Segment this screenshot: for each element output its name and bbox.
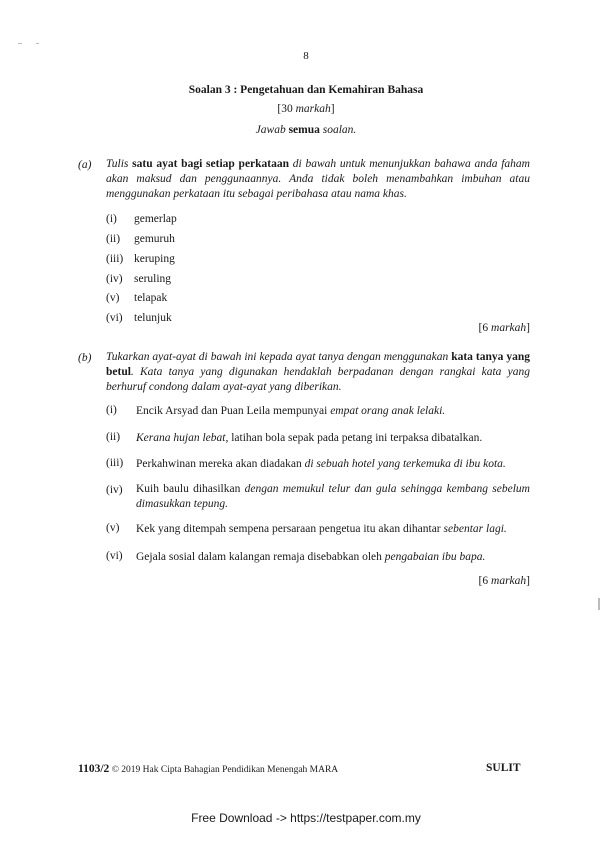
part-b-item-i-italic: empat orang anak lelaki.: [330, 405, 446, 417]
part-b-item-iv: [136, 482, 530, 512]
page-number: 8: [303, 50, 309, 62]
part-a-text-1: Tulis: [106, 158, 133, 170]
part-a-item-num: (iv): [106, 273, 123, 285]
section-marks-close: ]: [330, 103, 335, 115]
part-a-marks-open: [6: [478, 322, 492, 334]
part-b-item-ii: [136, 431, 530, 446]
part-b-item-v: [136, 522, 530, 537]
part-b-marks-close: ]: [526, 575, 530, 587]
instr-part-2: semua: [288, 124, 320, 136]
footer-copyright: [78, 763, 338, 775]
part-b-item-iii: [136, 457, 530, 472]
section-marks-open: [30: [277, 103, 296, 115]
section-title: Soalan 3 : Pengetahuan dan Kemahiran Bahasa: [188, 84, 424, 96]
scan-speck: [598, 598, 600, 610]
part-b-item-num: (iv): [106, 484, 123, 496]
section-instruction: [0, 124, 612, 136]
part-a-text-bold: satu ayat bagi setiap perkataan: [132, 158, 290, 170]
part-b-instruction: [106, 350, 530, 395]
part-a-item-num: (vi): [106, 312, 123, 324]
part-a-item-word: seruling: [134, 273, 172, 285]
section-marks: [0, 103, 612, 115]
part-b-item-num: (iii): [106, 457, 124, 469]
part-a-item-word: telunjuk: [134, 312, 172, 324]
part-a-item-word: telapak: [134, 292, 168, 304]
part-a-item-word: gemerlap: [134, 213, 177, 225]
footer-sulit: SULIT: [486, 762, 521, 774]
section-marks-word: markah: [295, 103, 331, 115]
part-b-item-ii-text: latihan bola sepak pada petang ini terpaksa dibatalkan.: [228, 432, 483, 444]
part-b-text-bold: kata tanya yang betul: [106, 351, 530, 378]
part-b-item-i: [136, 404, 530, 419]
scan-speck: [18, 43, 22, 44]
part-b-marks-open: [6: [478, 575, 492, 587]
part-b-item-vi-text: Gejala sosial dalam kalangan remaja disebabkan oleh: [136, 551, 385, 563]
part-b-item-iv-text: Kuih baulu dihasilkan: [136, 483, 245, 495]
part-a-item-num: (i): [106, 213, 117, 225]
part-b-item-num: (v): [106, 522, 120, 534]
part-a-marks-close: ]: [526, 322, 530, 334]
scan-speck: [36, 43, 39, 44]
part-b-item-iv-italic: dengan memukul telur dan gula sehingga kembang sebelum dimasukkan tepung.: [136, 483, 530, 510]
part-b-text-1: Tukarkan ayat-ayat di bawah ini kepada ayat tanya dengan menggunakan: [106, 351, 452, 363]
part-b-item-v-text: Kek yang ditempah sempena persaraan pengetua itu akan dihantar: [136, 523, 444, 535]
part-b-marks: [380, 575, 530, 587]
part-a-marks-word: markah: [491, 322, 527, 334]
part-b-item-num: (ii): [106, 431, 121, 443]
instr-part-1: Jawab: [255, 124, 289, 136]
part-a-item-num: (iii): [106, 253, 124, 265]
part-b-item-iii-text: Perkahwinan mereka akan diadakan: [136, 458, 305, 470]
part-a-label: (a): [78, 159, 92, 171]
part-b-item-i-text: Encik Arsyad dan Puan Leila mempunyai: [136, 405, 331, 417]
part-b-marks-word: markah: [491, 575, 527, 587]
footer-code: 1103/2: [78, 763, 110, 775]
part-b-label: (b): [78, 352, 92, 364]
part-a-text-2: di bawah untuk menunjukkan bahawa anda faham akan maksud dan penggunaannya. Anda tidak boleh menambahkan imbuhan atau menggunakan perkataan itu sebagai peribahasa atau nama khas.: [106, 158, 530, 200]
instr-part-3: soalan.: [319, 124, 357, 136]
part-a-marks: [380, 322, 530, 334]
part-b-text-2: . Kata tanya yang digunakan hendaklah berpadanan dengan rangkai kata yang berhuruf condong dalam ayat-ayat yang diberikan.: [106, 366, 530, 393]
part-b-item-vi-italic: pengabaian ibu bapa.: [384, 551, 486, 563]
part-b-item-num: (i): [106, 404, 117, 416]
part-b-item-num: (vi): [106, 550, 123, 562]
part-b-item-v-italic: sebentar lagi.: [443, 523, 507, 535]
part-b-item-ii-italic: Kerana hujan lebat,: [136, 432, 229, 444]
part-b-item-iii-italic: di sebuah hotel yang terkemuka di ibu kota.: [304, 458, 506, 470]
part-b-item-vi: [136, 550, 530, 565]
part-a-item-word: gemuruh: [134, 233, 175, 245]
part-a-item-word: keruping: [134, 253, 175, 265]
part-a-item-num: (ii): [106, 233, 121, 245]
part-a-instruction: [106, 157, 530, 202]
download-link[interactable]: Free Download -> https://testpaper.com.my: [191, 811, 421, 825]
footer-copyright-text: © 2019 Hak Cipta Bahagian Pendidikan Menengah MARA: [109, 765, 339, 775]
part-a-item-num: (v): [106, 292, 120, 304]
